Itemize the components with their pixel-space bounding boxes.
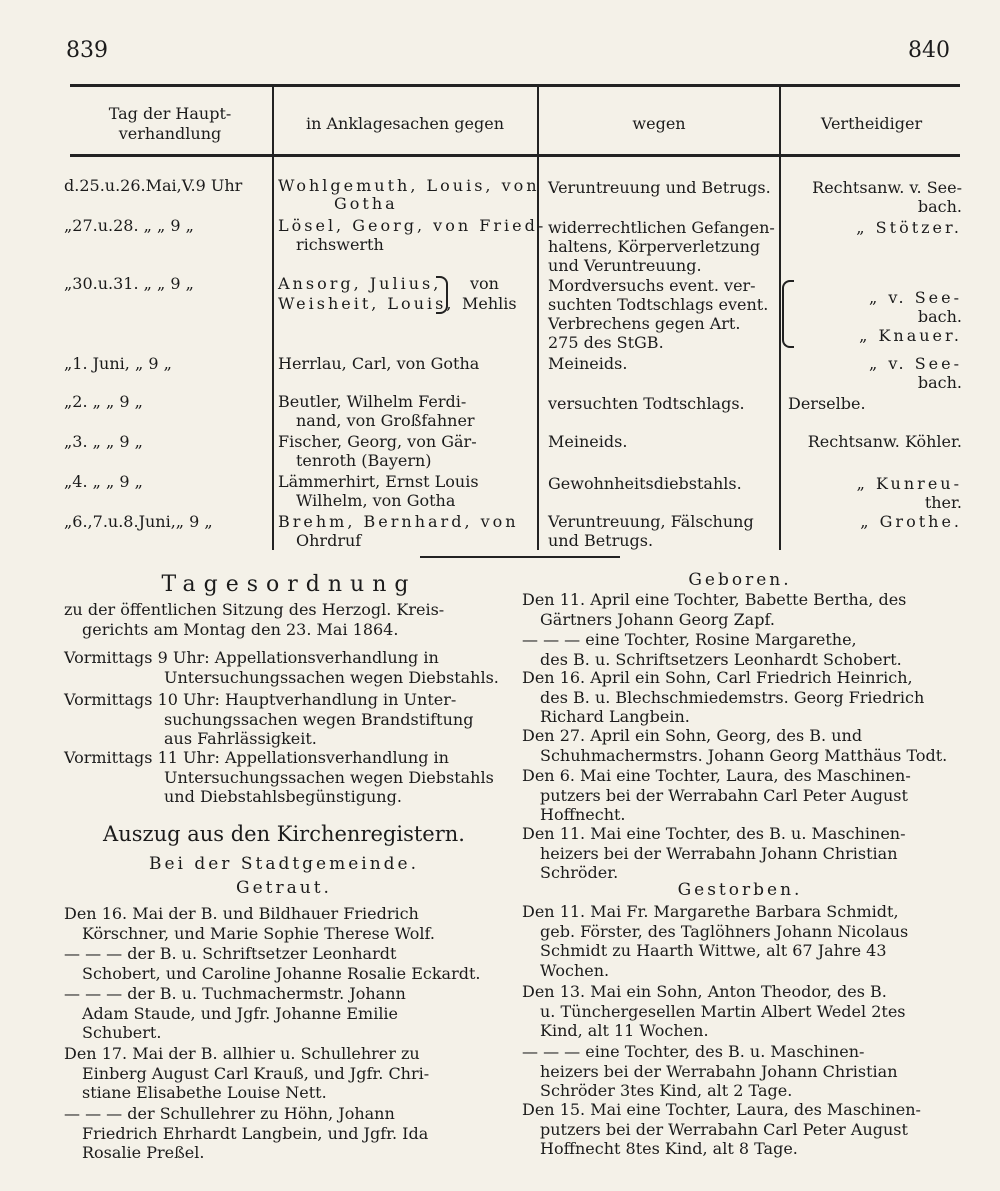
entry-line: heizers bei der Werrabahn Johann Christian [540,843,898,863]
entry-line: Schubert. [82,1023,162,1043]
born-entry [522,630,962,669]
died-entry [522,982,962,1041]
agenda-intro-line: gerichts am Montag den 23. Mai 1864. [82,619,399,639]
row-counsel: Derselbe. [788,394,866,413]
born-heading: Geboren. [688,570,792,590]
row-counsel: „ Kunreu- [856,474,962,493]
entry-line: Den 11. Mai eine Tochter, des B. u. Maschinen- [522,824,906,843]
table-header-rule [70,154,960,157]
row-counsel: bach. [917,307,962,326]
section-divider [420,556,620,558]
married-entry [64,984,504,1043]
married-entry [64,1044,504,1103]
agenda-item [64,648,504,687]
row-date: „6.,7.u.8.Juni,„ 9 „ [64,512,213,531]
row-charge: suchten Todtschlags event. [548,295,769,314]
table-top-rule [70,84,960,87]
entry-line: Kind, alt 11 Wochen. [540,1021,709,1041]
page-number-right: 840 [908,38,950,63]
page-number-left: 839 [66,38,108,63]
entry-line: — — — der B. u. Tuchmachermstr. Johann [64,984,406,1003]
agenda-line: Untersuchungssachen wegen Diebstahls. [164,667,499,687]
entry-line: putzers bei der Werrabahn Carl Peter August [540,1119,908,1139]
died-entry [522,1042,962,1101]
row-date: „27.u.28. „ „ 9 „ [64,216,194,235]
died-entry [522,1100,962,1159]
row-counsel: „ v. See- [869,354,962,373]
row-counsel: „ Knauer. [859,326,962,345]
entry-line: putzers bei der Werrabahn Carl Peter August [540,785,908,805]
row-charge: versuchten Todtschlags. [548,394,745,413]
row-charge: widerrechtlichen Gefangen- [548,218,775,237]
entry-line: Hoffnecht 8tes Kind, alt 8 Tage. [540,1139,798,1159]
agenda-item [64,748,504,807]
header-date: Tag der Haupt-verhandlung [108,104,232,143]
row-counsel: Rechtsanw. Köhler. [807,432,962,451]
header-charge: wegen [632,114,686,133]
entry-line: u. Tünchergesellen Martin Albert Wedel 2tes [540,1001,906,1021]
entry-line: Körschner, und Marie Sophie Therese Wolf. [82,923,435,943]
row-date: „2. „ „ 9 „ [64,392,143,411]
row-counsel: ther. [924,493,962,512]
row-defendant: Weisheit, Louis, [278,294,455,313]
row-counsel: Rechtsanw. v. See- [812,178,962,197]
born-entry [522,668,962,727]
born-entry [522,590,962,629]
agenda-intro [64,600,504,639]
row-defendant: Lämmerhirt, Ernst Louis [278,472,479,491]
row-counsel: „ Stötzer. [856,218,962,237]
row-defendant: Gotha [334,194,398,213]
column-divider [272,84,274,550]
row-defendant: nand, von Großfahner [296,411,475,430]
entry-line: Den 11. April eine Tochter, Babette Bertha, des [522,590,907,609]
row-charge: Veruntreuung, Fälschung [548,512,754,531]
entry-line: heizers bei der Werrabahn Johann Christian [540,1061,898,1081]
entry-line: Wochen. [540,960,610,980]
agenda-line: und Diebstahlsbegünstigung. [164,787,402,807]
church-register-title: Auszug aus den Kirchenregistern. [103,822,465,846]
row-defendant: Mehlis [462,294,517,313]
row-charge: Gewohnheitsdiebstahls. [548,474,742,493]
row-defendant: Lösel, Georg, von Fried- [278,216,547,235]
row-defendant: von [470,274,499,293]
header-defendant: in Anklagesachen gegen [305,114,505,133]
died-entry [522,902,962,980]
married-entry [64,904,504,943]
entry-line: Schröder 3tes Kind, alt 2 Tage. [540,1081,793,1101]
entry-line: Adam Staude, und Jgfr. Johanne Emilie [82,1003,399,1023]
church-register-subtitle: Bei der Stadtgemeinde. [148,854,420,874]
row-counsel: bach. [917,373,962,392]
row-charge: 275 des StGB. [548,333,664,352]
agenda-intro-line: zu der öffentlichen Sitzung des Herzogl. Kreis- [64,600,445,619]
entry-line: des B. u. Schriftsetzers Leonhardt Schobert. [540,649,902,669]
column-divider [537,84,539,550]
entry-line: geb. Förster, des Taglöhners Johann Nicolaus [540,921,909,941]
entry-line: Den 16. Mai der B. und Bildhauer Friedrich [64,904,419,923]
agenda-line: Untersuchungssachen wegen Diebstahls [164,767,494,787]
row-counsel: bach. [917,197,962,216]
row-defendant: Herrlau, Carl, von Gotha [278,354,480,373]
row-defendant: Wohlgemuth, Louis, von [278,176,540,195]
born-entry [522,726,962,765]
entry-line: des B. u. Blechschmiedemstrs. Georg Friedrich [540,687,925,707]
row-counsel: „ Grothe. [860,512,962,531]
entry-line: Schobert, und Caroline Johanne Rosalie Eckardt. [82,963,481,983]
row-defendant: tenroth (Bayern) [296,451,432,470]
entry-line: — — — eine Tochter, Rosine Margarethe, [522,630,857,649]
entry-line: Schmidt zu Haarth Wittwe, alt 67 Jahre 43 [540,941,887,961]
married-heading: Getraut. [236,878,332,898]
entry-line: — — — der Schullehrer zu Höhn, Johann [64,1104,395,1123]
row-charge: Meineids. [548,354,628,373]
entry-line: Schuhmachermstrs. Johann Georg Matthäus Todt. [540,745,948,765]
married-entry [64,1104,504,1163]
entry-line: Friedrich Ehrhardt Langbein, und Jgfr. Ida [82,1123,429,1143]
agenda-item [64,690,504,749]
entry-line: Hoffnecht. [540,805,626,825]
agenda-line: aus Fahrlässigkeit. [164,729,317,749]
row-defendant: Wilhelm, von Gotha [296,491,456,510]
married-entry [64,944,504,983]
entry-line: Den 15. Mai eine Tochter, Laura, des Maschinen- [522,1100,921,1119]
agenda-line: Vormittags 10 Uhr: Hauptverhandlung in Unter- [64,690,457,709]
row-counsel: „ v. See- [869,288,962,307]
row-charge: und Betrugs. [548,531,654,550]
row-date: „3. „ „ 9 „ [64,432,143,451]
row-charge: haltens, Körperverletzung [548,237,761,256]
agenda-line: Vormittags 11 Uhr: Appellationsverhandlung in [64,748,449,767]
entry-line: Den 6. Mai eine Tochter, Laura, des Maschinen- [522,766,911,785]
row-charge: Meineids. [548,432,628,451]
agenda-line: suchungssachen wegen Brandstiftung [164,709,474,729]
entry-line: Gärtners Johann Georg Zapf. [540,609,775,629]
row-date: d.25.u.26.Mai,V.9 Uhr [64,176,243,195]
row-charge: und Veruntreuung. [548,256,702,275]
entry-line: Den 11. Mai Fr. Margarethe Barbara Schmidt, [522,902,899,921]
row-charge: Veruntreuung und Betrugs. [548,178,771,197]
entry-line: Rosalie Preßel. [82,1143,205,1163]
entry-line: Den 17. Mai der B. allhier u. Schullehrer zu [64,1044,420,1063]
entry-line: — — — eine Tochter, des B. u. Maschinen- [522,1042,865,1061]
brace [782,280,794,346]
entry-line: Den 27. April ein Sohn, Georg, des B. und [522,726,863,745]
brace [436,276,448,312]
header-counsel: Vertheidiger [820,114,923,133]
row-date: „1. Juni, „ 9 „ [64,354,172,373]
row-defendant: richswerth [296,235,384,254]
row-charge: Verbrechens gegen Art. [548,314,741,333]
born-entry [522,766,962,825]
entry-line: Einberg August Carl Krauß, und Jgfr. Chri- [82,1063,430,1083]
row-date: „4. „ „ 9 „ [64,472,143,491]
entry-line: Den 13. Mai ein Sohn, Anton Theodor, des B. [522,982,887,1001]
agenda-line: Vormittags 9 Uhr: Appellationsverhandlung in [64,648,439,667]
agenda-title: Tagesordnung [161,572,417,597]
died-heading: Gestorben. [677,880,803,900]
row-charge: Mordversuchs event. ver- [548,276,756,295]
entry-line: Den 16. April ein Sohn, Carl Friedrich Heinrich, [522,668,913,687]
row-defendant: Ansorg, Julius, [278,274,442,293]
row-date: „30.u.31. „ „ 9 „ [64,274,194,293]
entry-line: stiane Elisabethe Louise Nett. [82,1083,327,1103]
column-divider [779,84,781,550]
row-defendant: Brehm, Bernhard, von [278,512,519,531]
entry-line: Schröder. [540,863,619,883]
row-defendant: Ohrdruf [296,531,362,550]
entry-line: Richard Langbein. [540,707,690,727]
entry-line: — — — der B. u. Schriftsetzer Leonhardt [64,944,397,963]
born-entry [522,824,962,883]
row-defendant: Beutler, Wilhelm Ferdi- [278,392,467,411]
row-defendant: Fischer, Georg, von Gär- [278,432,477,451]
